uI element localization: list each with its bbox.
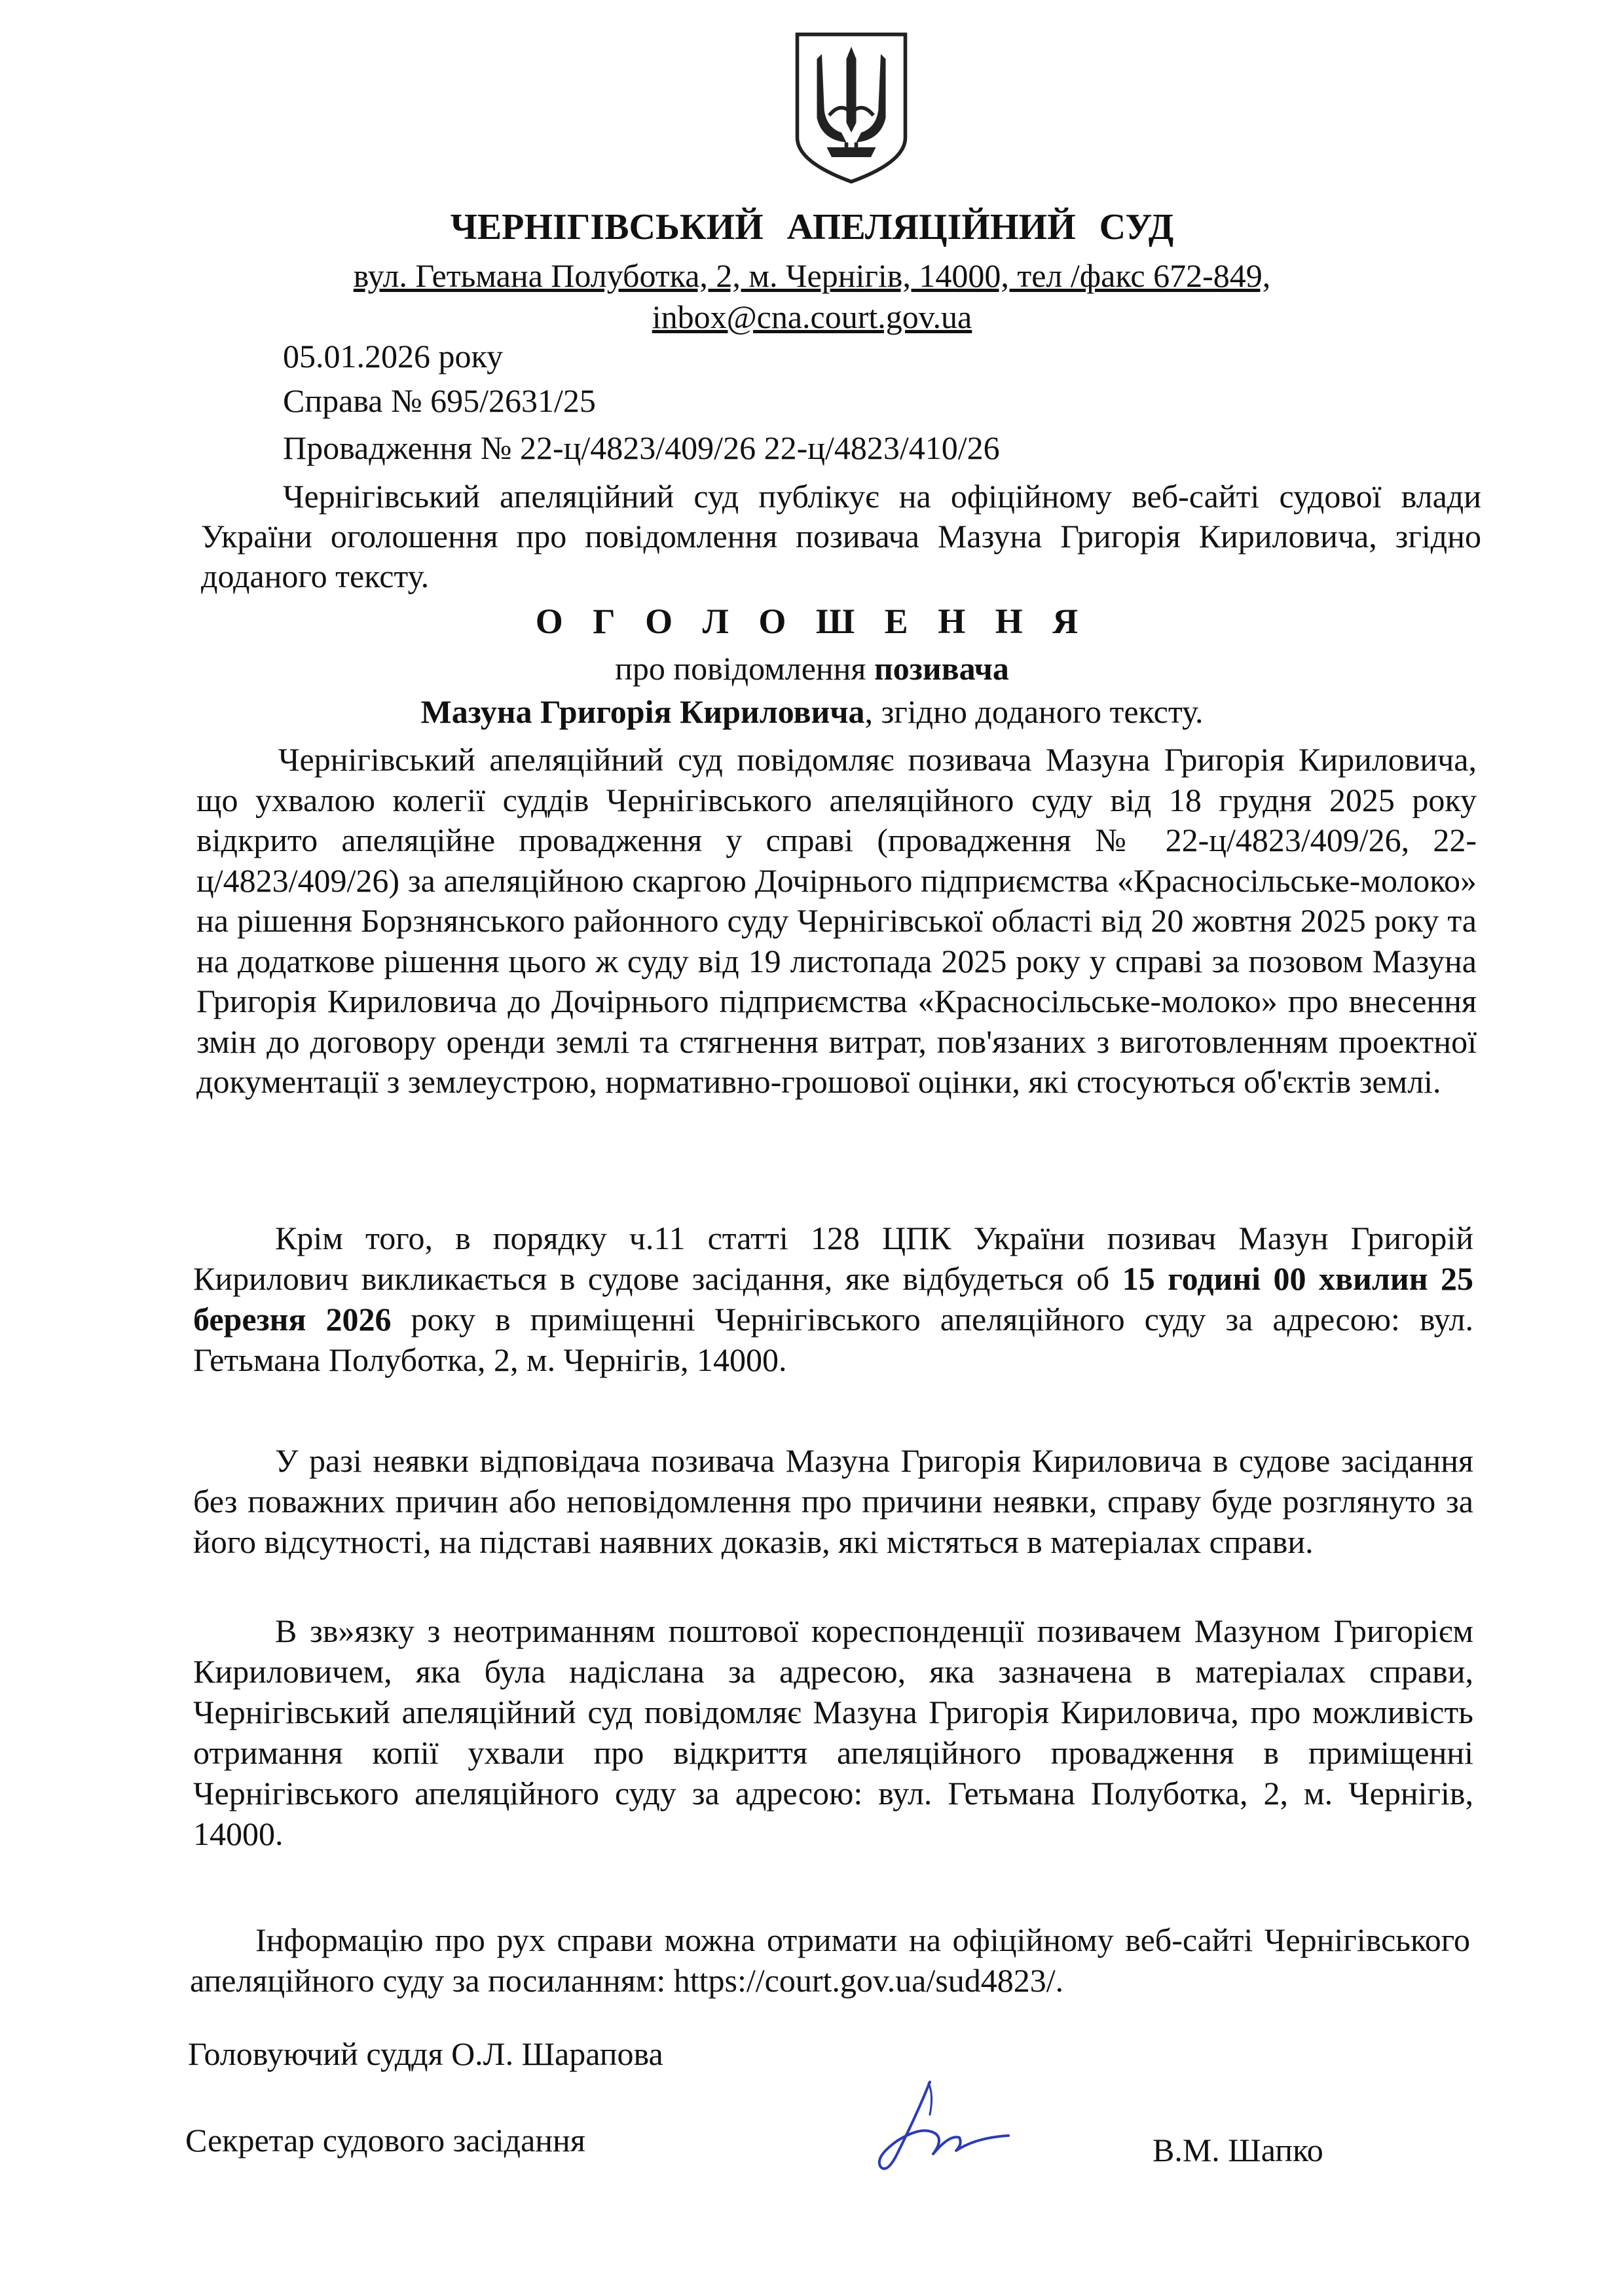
handwritten-signature	[851, 2075, 1022, 2180]
case-number: Справа № 695/2631/25	[283, 382, 596, 419]
ukraine-trident-icon	[789, 29, 913, 187]
body-paragraph-2	[193, 1218, 1473, 1380]
body-paragraph-4: В зв»язку з неотриманням поштової кореспонденції позивачем Мазуном Григорієм Кириловичем, яка була надіслана за адресою, яка зазначена в матеріалах справи, Чернігівський апеляційний суд повідомляє Мазуна Григорія Кириловича, про можливість отримання копії ухвали про відкриття апеляційного провадження в приміщенні Чернігівського апеляційного суду за адресою: вул. Гетьмана Полуботка, 2, м. Чернігів, 14000.	[193, 1613, 1473, 1852]
presiding-judge: Головуючий суддя О.Л. Шарапова	[188, 2035, 663, 2072]
court-address: вул. Гетьмана Полуботка, 2, м. Чернігів, 14000, тел /факс 672-849,	[353, 257, 1271, 294]
announcement-title: О Г О Л О Ш Е Н Н Я	[535, 602, 1089, 641]
body-paragraph-1: Чернігівський апеляційний суд повідомляє позивача Мазуна Григорія Кириловича, що ухвалою колегії суддів Чернігівського апеляційного суду від 18 грудня 2025 року відкрито апеляційне провадження у справі (провадження № 22-ц/4823/409/26, 22-ц/4823/409/26) за апеляційною скаргою Дочірнього підприємства «Красносільське-молоко» на рішення Борзнянського районного суду Чернігівської області від 20 жовтня 2025 року та на додаткове рішення цього ж суду від 19 листопада 2025 року у справі за позовом Мазуна Григорія Кириловича до Дочірнього підприємства «Красносільське-молоко» про внесення змін до договору оренди землі та стягнення витрат, пов'язаних з виготовленням проектної документації з землеустрою, нормативно-грошової оцінки, які стосуються об'єктів землі.	[196, 741, 1477, 1100]
secretary-name: В.М. Шапко	[1153, 2132, 1323, 2168]
announcement-subtitle	[0, 649, 1624, 687]
announcement-addressee	[0, 693, 1624, 731]
p2-after: року в приміщенні Чернігівського апеляційного суду за адресою: вул. Гетьмана Полуботка, 2, м. Чернігів, 14000.	[193, 1301, 1473, 1378]
court-name: ЧЕРНІГІВСЬКИЙ АПЕЛЯЦІЙНИЙ СУД	[450, 207, 1174, 247]
addressee-name: Мазуна Григорія Кириловича	[420, 693, 865, 730]
court-email: inbox@cna.court.gov.ua	[652, 299, 972, 335]
subtitle-bold: позивача	[874, 650, 1009, 687]
secretary-label: Секретар судового засідання	[185, 2122, 585, 2159]
subtitle-prefix: про повідомлення	[615, 650, 874, 687]
body-paragraph-3: У разі неявки відповідача позивача Мазуна Григорія Кириловича в судове засідання без поважних причин або неповідомлення про причини неявки, справу буде розглянуто за його відсутності, на підставі наявних доказів, які містяться в матеріалах справи.	[193, 1442, 1473, 1560]
p2-before: Крім того, в порядку ч.11 статті 128 ЦПК України позивач Мазун Григорій Кирилович викликається в судове засідання, яке відбудеться об	[193, 1220, 1473, 1297]
addressee-suffix: , згідно доданого тексту.	[864, 693, 1204, 730]
proceedings-number: Провадження № 22-ц/4823/409/26 22-ц/4823/410/26	[283, 429, 1000, 466]
body-paragraph-5: Інформацію про рух справи можна отримати на офіційному веб-сайті Чернігівського апеляційного суду за посиланням: https://court.gov.ua/sud4823/.	[190, 1922, 1470, 1999]
hearing-datetime: 15 годині 00 хвилин 25 березня 2026	[193, 1260, 1473, 1338]
intro-paragraph: Чернігівський апеляційний суд публікує на офіційному веб-сайті судової влади України оголошення про повідомлення позивача Мазуна Григорія Кириловича, згідно доданого тексту.	[201, 478, 1481, 594]
document-date: 05.01.2026 року	[283, 338, 504, 374]
